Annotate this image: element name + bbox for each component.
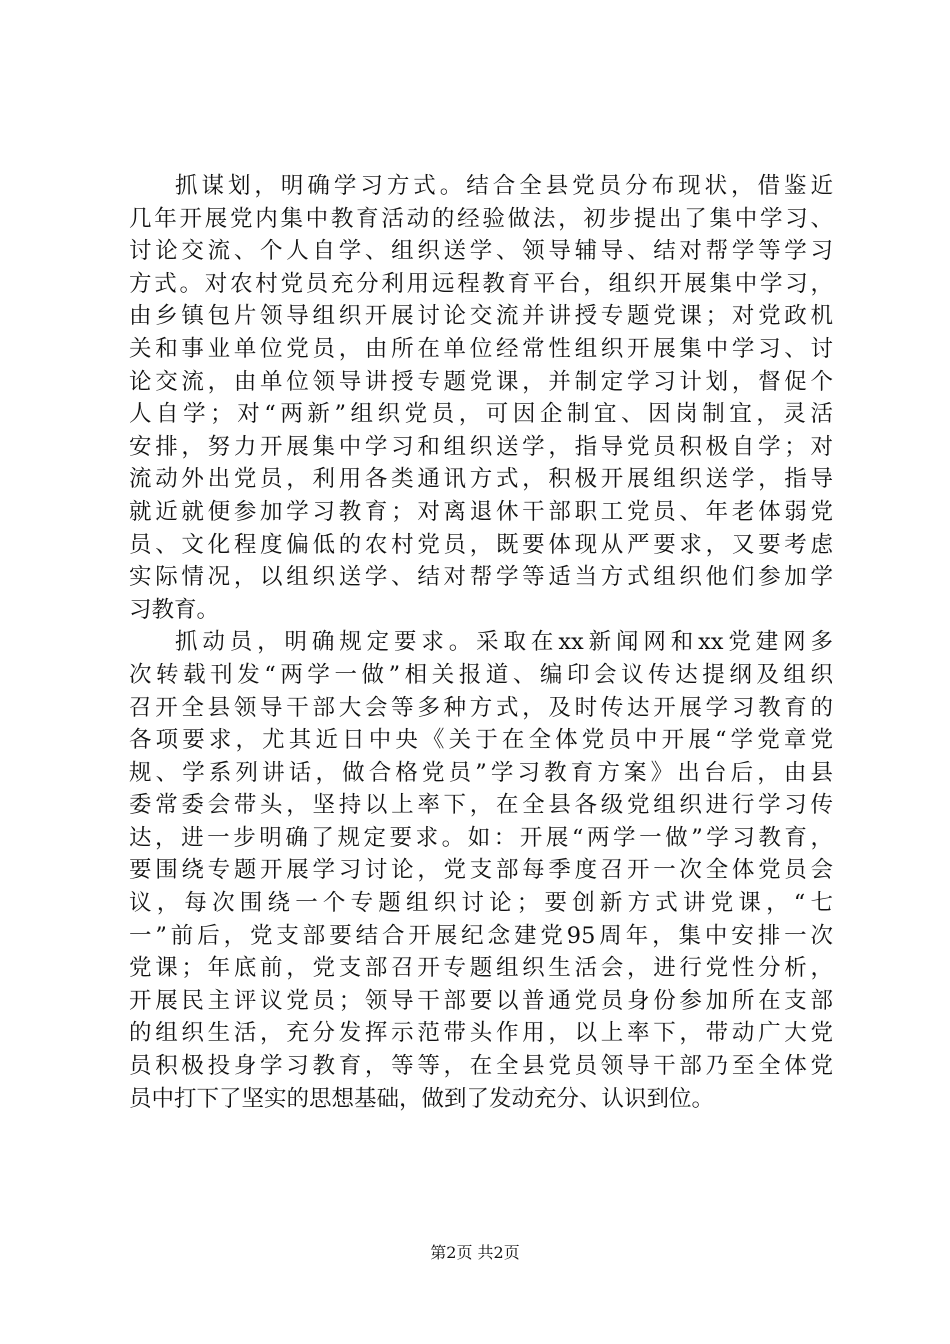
- paragraph-1-line-11: 就近就便参加学习教育；对离退休干部职工党员、年老体弱党: [129, 498, 833, 525]
- paragraph-2-line-11: 党课；年底前，党支部召开专题组织生活会，进行党性分析，: [129, 955, 833, 982]
- paragraph-2-line-8: 要围绕专题开展学习讨论，党支部每季度召开一次全体党员会: [129, 857, 833, 884]
- paragraph-2: [129, 626, 833, 1115]
- paragraph-1-line-12: 员、文化程度偏低的农村党员，既要体现从严要求，又要考虑: [129, 531, 833, 558]
- paragraph-1-line-9: 安排，努力开展集中学习和组织送学，指导党员积极自学；对: [129, 433, 833, 460]
- paragraph-1: [129, 170, 833, 626]
- paragraph-2-line-13: 的组织生活，充分发挥示范带头作用，以上率下，带动广大党: [129, 1020, 833, 1047]
- paragraph-1-line-3: 讨论交流、个人自学、组织送学、领导辅导、结对帮学等学习: [129, 238, 833, 265]
- paragraph-2-line-9: 议，每次围绕一个专题组织讨论；要创新方式讲党课，“七: [129, 890, 833, 917]
- paragraph-2-line-4: 各项要求，尤其近日中央《关于在全体党员中开展“学党章党: [129, 727, 833, 754]
- document-body: [129, 170, 833, 1115]
- paragraph-2-line-12: 开展民主评议党员；领导干部要以普通党员身份参加所在支部: [129, 987, 833, 1014]
- paragraph-1-line-14: 习教育。: [129, 596, 220, 623]
- paragraph-2-line-6: 委常委会带头，坚持以上率下，在全县各级党组织进行学习传: [129, 792, 833, 819]
- paragraph-2-line-15: 员中打下了坚实的思想基础，做到了发动充分、认识到位。: [129, 1085, 715, 1112]
- paragraph-2-line-7: 达，进一步明确了规定要求。如：开展“两学一做”学习教育，: [129, 824, 833, 851]
- paragraph-1-line-8: 人自学；对“两新”组织党员，可因企制宜、因岗制宜，灵活: [129, 401, 833, 428]
- page-number-footer: 第2页 共2页: [430, 1243, 520, 1262]
- paragraph-2-line-5: 规、学系列讲话，做合格党员”学习教育方案》出台后，由县: [129, 759, 833, 786]
- paragraph-2-line-2: 次转载刊发“两学一做”相关报道、编印会议传达提纲及组织: [129, 661, 833, 688]
- paragraph-2-line-1: 抓动员，明确规定要求。采取在xx新闻网和xx党建网多: [175, 629, 833, 656]
- paragraph-1-line-13: 实际情况，以组织送学、结对帮学等适当方式组织他们参加学: [129, 564, 833, 591]
- paragraph-1-line-2: 几年开展党内集中教育活动的经验做法，初步提出了集中学习、: [129, 205, 833, 232]
- paragraph-1-line-7: 论交流，由单位领导讲授专题党课，并制定学习计划，督促个: [129, 368, 833, 395]
- paragraph-1-line-1: 抓谋划，明确学习方式。结合全县党员分布现状，借鉴近: [175, 173, 833, 199]
- paragraph-1-line-5: 由乡镇包片领导组织开展讨论交流并讲授专题党课；对党政机: [129, 303, 833, 330]
- paragraph-1-line-10: 流动外出党员，利用各类通讯方式，积极开展组织送学，指导: [129, 466, 833, 493]
- paragraph-1-line-6: 关和事业单位党员，由所在单位经常性组织开展集中学习、讨: [129, 335, 833, 362]
- paragraph-2-line-3: 召开全县领导干部大会等多种方式，及时传达开展学习教育的: [129, 694, 833, 721]
- paragraph-2-line-14: 员积极投身学习教育，等等，在全县党员领导干部乃至全体党: [129, 1053, 833, 1080]
- paragraph-2-line-10: 一”前后，党支部要结合开展纪念建党95周年，集中安排一次: [129, 922, 833, 949]
- paragraph-1-line-4: 方式。对农村党员充分利用远程教育平台，组织开展集中学习，: [129, 270, 833, 297]
